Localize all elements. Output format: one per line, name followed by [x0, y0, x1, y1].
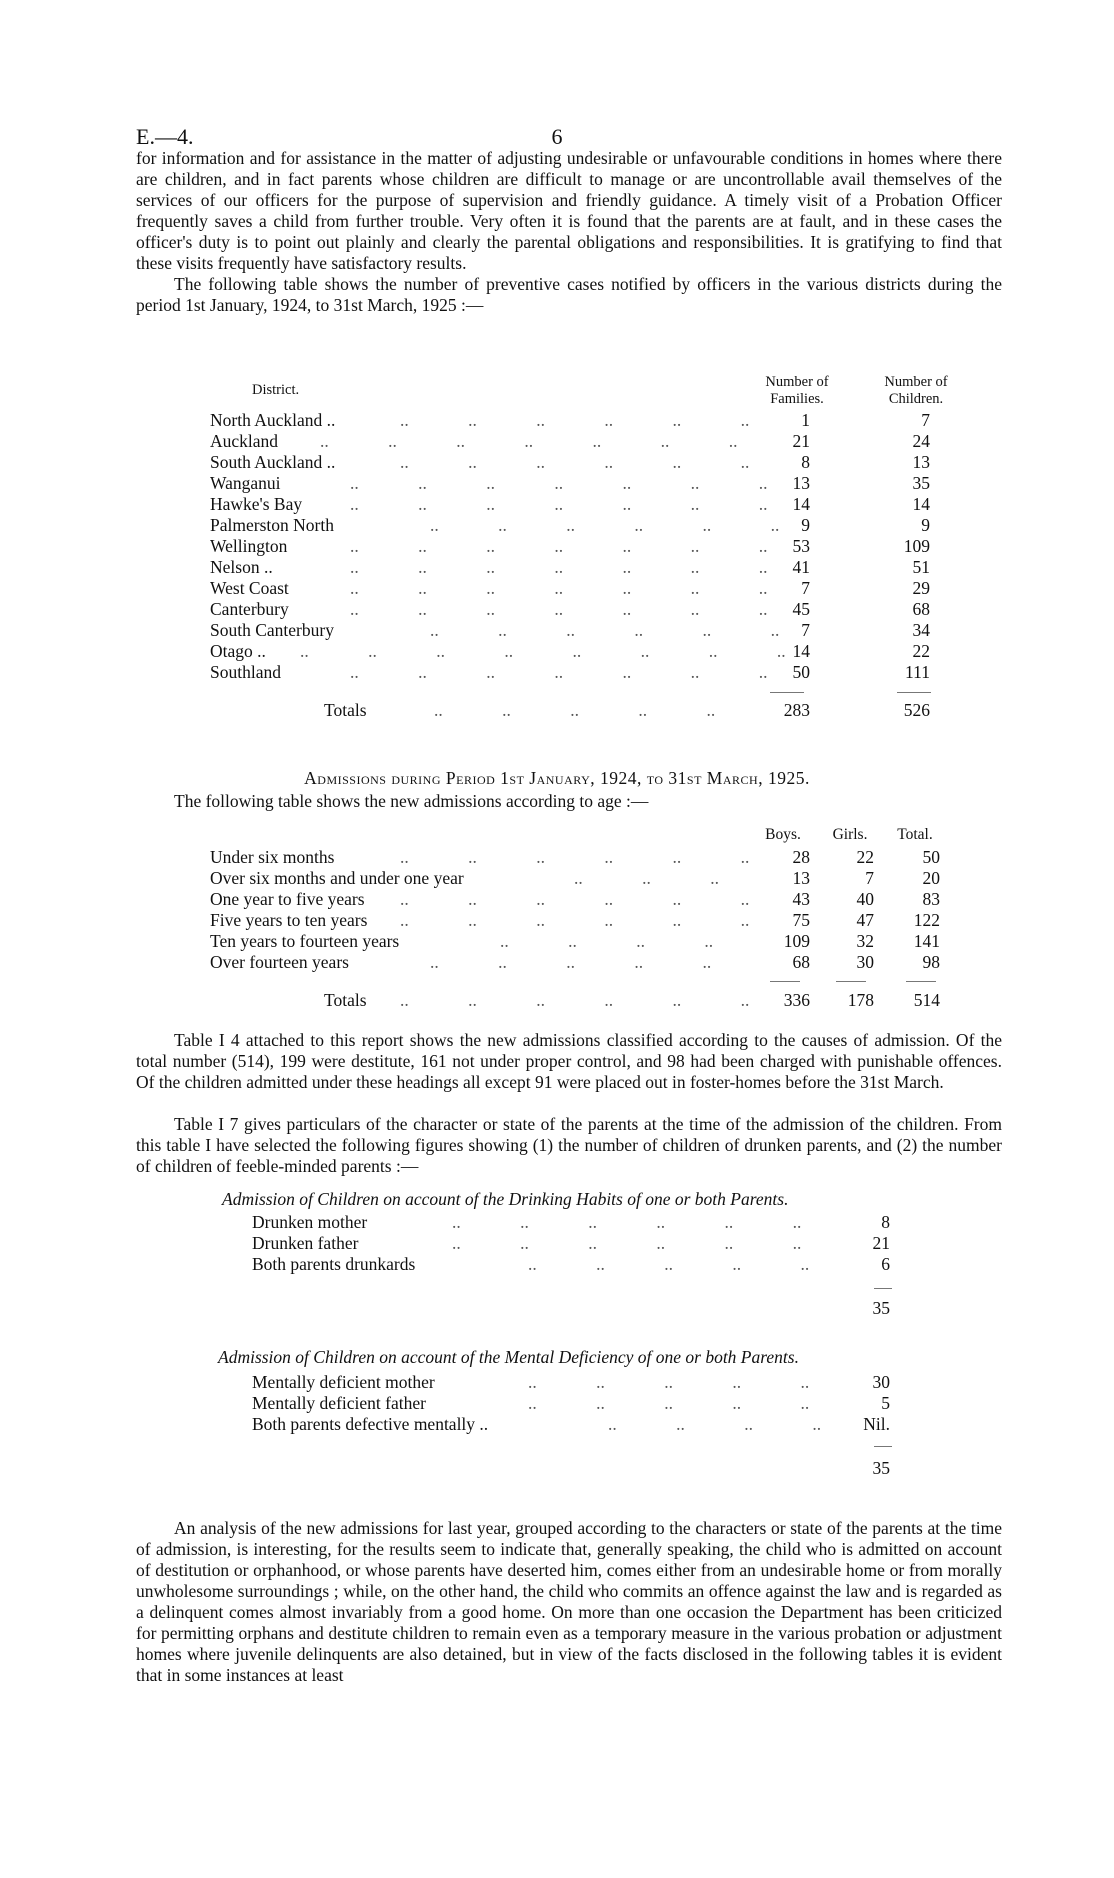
subtotal-rule [836, 981, 866, 982]
age-group: One year to five years [210, 889, 365, 909]
children-count: 51 [912, 557, 930, 577]
age-group: Under six months [210, 847, 335, 867]
table-totals-row: Totals .. .. .. .. .. 283 526 [324, 700, 930, 720]
table-row: South Auckland .. .. .. .. .. .. .. 8 13 [210, 452, 930, 472]
drinking-label: Drunken father [252, 1233, 359, 1253]
table-row: Nelson .. .. .. .. .. .. .. .. 41 51 [210, 557, 930, 577]
table-row: Drunken father .. .. .. .. .. .. 21 [252, 1233, 890, 1253]
families-count: 50 [792, 662, 810, 682]
children-count: 35 [912, 473, 930, 493]
district-name: Wellington [210, 536, 288, 556]
families-count: 14 [792, 494, 810, 514]
table-row: Over six months and under one year .. .. .. 13 7 20 [210, 868, 940, 888]
boys-count: 28 [792, 847, 810, 867]
drinking-value: 8 [881, 1212, 890, 1232]
report-code: E.—4. [136, 124, 194, 149]
mental-total: 35 [872, 1458, 890, 1478]
age-group: Ten years to fourteen years [210, 931, 400, 951]
age-group: Over six months and under one year [210, 868, 464, 888]
totals-children: 526 [903, 700, 930, 720]
girls-count: 22 [856, 847, 874, 867]
table-row: West Coast .. .. .. .. .. .. .. 7 29 [210, 578, 930, 598]
table-row: One year to five years .. .. .. .. .. .. 43 40 83 [210, 889, 940, 909]
col-header-total: Total. [897, 826, 933, 843]
mental-value: Nil. [863, 1414, 890, 1434]
boys-count: 109 [783, 931, 810, 951]
table-row: Wanganui .. .. .. .. .. .. .. 13 35 [210, 473, 930, 493]
totals-label: Totals [324, 700, 367, 720]
boys-count: 43 [792, 889, 810, 909]
table-row: Both parents drunkards .. .. .. .. .. 6 [252, 1254, 890, 1274]
drinking-label: Both parents drunkards [252, 1254, 416, 1274]
subtotal-rule [770, 981, 800, 982]
children-count: 14 [912, 494, 930, 514]
age-group: Five years to ten years [210, 910, 368, 930]
admissions-intro: The following table shows the new admissions according to age :— [174, 791, 649, 811]
children-count: 7 [921, 410, 930, 430]
girls-count: 47 [856, 910, 874, 930]
children-count: 9 [921, 515, 930, 535]
girls-count: 32 [856, 931, 874, 951]
table-row: Hawke's Bay .. .. .. .. .. .. .. 14 14 [210, 494, 930, 514]
families-count: 9 [801, 515, 810, 535]
age-group: Over fourteen years [210, 952, 349, 972]
table-row: South Canterbury .. .. .. .. .. .. 7 34 [210, 620, 930, 640]
table-row: Over fourteen years .. .. .. .. .. 68 30 98 [210, 952, 940, 972]
district-name: West Coast [210, 578, 289, 598]
paragraph-parents-character: Table I 7 gives particulars of the character or state of the parents at the time of the admission of the children. From this table I have selected the following figures showing (1) the number of children of drunken parents, and (2) the number of children of feeble-minded parents :— [136, 1114, 1002, 1176]
table-row: North Auckland .. .. .. .. .. .. .. 1 7 [210, 410, 930, 430]
paragraph-causes: Table I 4 attached to this report shows the new admissions classified according to the causes of admission. Of the total number (514), 199 were destitute, 161 not under proper control, and 98 had been charged with punishable offences. Of the children admitted under these headings all except 91 were placed out in foster-homes before the 31st March. [136, 1030, 1002, 1092]
boys-count: 75 [792, 910, 810, 930]
table-totals-row [252, 1298, 902, 1319]
subtotal-rule [770, 692, 804, 693]
table-row: Under six months .. .. .. .. .. .. 28 22 50 [210, 847, 940, 867]
district-name: North Auckland .. [210, 410, 336, 430]
table-totals-row [252, 1458, 902, 1479]
girls-count: 30 [856, 952, 874, 972]
subtotal-rule [897, 692, 931, 693]
total-count: 83 [922, 889, 940, 909]
mental-label: Mentally deficient father [252, 1393, 426, 1413]
paragraph-intro: for information and for assistance in the matter of adjusting undesirable or unfavourable conditions in homes where there are children, and in fact parents whose children are difficult to manage or are uncontrollable avail themselves of the services of our officers for the purpose of supervision and friendly guidance. A timely visit of a Probation Officer frequently saves a child from further trouble. Very often it is found that the parents are at fault, and in these cases the officer's duty is to point out plainly and clearly the parental obligations and responsibilities. It is gratifying to find that these visits frequently have satisfactory results. [136, 148, 1002, 273]
district-name: Canterbury [210, 599, 289, 619]
children-count: 13 [912, 452, 930, 472]
children-count: 111 [905, 662, 930, 682]
children-count: 34 [912, 620, 930, 640]
col-header-boys: Boys. [765, 826, 801, 843]
district-name: Auckland [210, 431, 279, 451]
drinking-total: 35 [872, 1298, 890, 1318]
total-count: 20 [922, 868, 940, 888]
subtotal-rule [874, 1446, 892, 1447]
families-count: 7 [801, 620, 810, 640]
table-row: Palmerston North .. .. .. .. .. .. 9 9 [210, 515, 930, 535]
families-count: 7 [801, 578, 810, 598]
families-count: 1 [801, 410, 810, 430]
drinking-value: 21 [872, 1233, 890, 1253]
paragraph-analysis: An analysis of the new admissions for last year, grouped according to the characters or state of the parents at the time of admission, is interesting, for the results seem to indicate that, generally speaking, the child who is admitted on account of destitution or orphanhood, or whose parents have deserted him, comes either from an undesirable home or from morally unwholesome surroundings ; while, on the other hand, the child who commits an offence against the law and is regarded as a delinquent comes almost invariably from a good home. On more than one occasion the Department has been criticized for permitting orphans and destitute children to remain even as a temporary measure in the various probation or adjustment homes where juvenile delinquents are also detained, but in view of the facts disclosed in the following tables it is evident that in some instances at least [136, 1518, 1002, 1685]
families-count: 41 [792, 557, 810, 577]
girls-count: 7 [865, 868, 874, 888]
total-count: 141 [913, 931, 940, 951]
boys-count: 13 [792, 868, 810, 888]
mental-label: Mentally deficient mother [252, 1372, 435, 1392]
district-name: Nelson .. [210, 557, 273, 577]
children-count: 24 [912, 431, 930, 451]
drinking-value: 6 [881, 1254, 890, 1274]
admissions-heading: Admissions during Period 1st January, 1924, to 31st March, 1925. [304, 768, 810, 788]
drinking-heading: Admission of Children on account of the Drinking Habits of one or both Parents. [222, 1189, 789, 1209]
table-row: Ten years to fourteen years .. .. .. .. 109 32 141 [210, 931, 940, 951]
families-count: 8 [801, 452, 810, 472]
district-name: Southland [210, 662, 281, 682]
families-count: 21 [792, 431, 810, 451]
col-header-girls: Girls. [832, 826, 868, 843]
table-row: Canterbury .. .. .. .. .. .. .. 45 68 [210, 599, 930, 619]
table-row: Southland .. .. .. .. .. .. .. 50 111 [210, 662, 930, 682]
district-name: Wanganui [210, 473, 281, 493]
page-number: 6 [551, 124, 563, 149]
mental-value: 5 [881, 1393, 890, 1413]
table-row: Auckland .. .. .. .. .. .. .. 21 24 [210, 431, 930, 451]
totals-boys: 336 [783, 990, 810, 1010]
families-count: 53 [792, 536, 810, 556]
table-row: Wellington .. .. .. .. .. .. .. 53 109 [210, 536, 930, 556]
district-name: Hawke's Bay [210, 494, 303, 514]
district-name: South Canterbury [210, 620, 334, 640]
families-count: 13 [792, 473, 810, 493]
table-row: Both parents defective mentally .. .. .. .. .. Nil. [252, 1414, 890, 1434]
table-row: Drunken mother .. .. .. .. .. .. 8 [252, 1212, 890, 1232]
mental-value: 30 [872, 1372, 890, 1392]
children-count: 68 [912, 599, 930, 619]
table-row: Five years to ten years .. .. .. .. .. .. 75 47 122 [210, 910, 940, 930]
total-count: 98 [922, 952, 940, 972]
col-header-district: District. [252, 382, 300, 398]
district-name: Palmerston North [210, 515, 334, 535]
table-row: Otago .. .. .. .. .. .. .. .. .. 14 22 [210, 641, 930, 661]
totals-families: 283 [783, 700, 810, 720]
families-count: 45 [792, 599, 810, 619]
subtotal-rule [874, 1288, 892, 1289]
children-count: 109 [903, 536, 930, 556]
boys-count: 68 [792, 952, 810, 972]
families-count: 14 [792, 641, 810, 661]
total-count: 122 [913, 910, 940, 930]
girls-count: 40 [856, 889, 874, 909]
totals-girls: 178 [847, 990, 874, 1010]
children-count: 29 [912, 578, 930, 598]
subtotal-rule [906, 981, 936, 982]
mental-heading: Admission of Children on account of the Mental Deficiency of one or both Parents. [218, 1347, 799, 1367]
col-header-children: Number of Children. [884, 374, 948, 407]
totals-label: Totals [324, 990, 367, 1010]
total-count: 50 [922, 847, 940, 867]
children-count: 22 [912, 641, 930, 661]
totals-total: 514 [913, 990, 940, 1010]
table-totals-row: Totals .. .. .. .. .. .. 336 178 514 [324, 990, 940, 1010]
paragraph-preventive-intro: The following table shows the number of preventive cases notified by officers in the various districts during the period 1st January, 1924, to 31st March, 1925 :— [136, 274, 1002, 315]
district-name: Otago .. [210, 641, 266, 661]
drinking-label: Drunken mother [252, 1212, 368, 1232]
col-header-families: Number of Families. [765, 374, 829, 407]
district-name: South Auckland .. [210, 452, 336, 472]
table-row: Mentally deficient mother .. .. .. .. .. 30 [252, 1372, 890, 1392]
table-row: Mentally deficient father .. .. .. .. .. 5 [252, 1393, 890, 1413]
mental-label: Both parents defective mentally .. [252, 1414, 489, 1434]
